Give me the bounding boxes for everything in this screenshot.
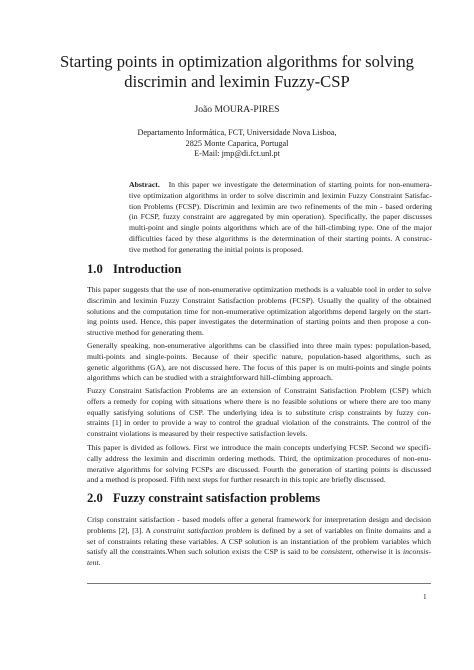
abstract (129, 180, 432, 256)
abstract-line: difficulties faced by these algorithms is the determination of their starting points. A construc- (129, 233, 432, 243)
affiliation-line-2: 2825 Monte Caparica, Portugal (185, 138, 289, 148)
emphasis: tent. (87, 558, 101, 568)
section-heading-introduction (87, 262, 181, 277)
section-number: 2.0 (87, 491, 103, 505)
affiliation-email: E-Mail: jmp@di.fct.unl.pt (194, 149, 280, 159)
paragraph: Generally speaking, non-enumerative algorithms can be classified into three main types: population-based, multi-points and single-points. Because of their specific nature, population-based algorithms, such as genetic algorithms (GA), are not discussed here. The focus of this paper is on multi-points and single points algorithms which can be studied with a straightforward hill-climbing approach. (87, 341, 431, 383)
title-line-1: Starting points in optimization algorithms for solving (60, 52, 414, 71)
title-line-2: discrimin and leximin Fuzzy-CSP (124, 72, 350, 91)
author-affiliation (0, 128, 474, 160)
section-heading-fcsp (87, 491, 320, 506)
abstract-line: tion Problems (FCSP). Discrimin and leximin are two refinements of the min - based ordering (129, 201, 432, 211)
emphasis: constraint satisfaction problem (153, 525, 252, 535)
paragraph: This paper suggests that the use of non-enumerative optimization methods is a valuable tool in order to solve discrimin and leximin Fuzzy Constraint Satisfaction problems (FCSP). Usually the quality of the obtained solutions and the computation time for non-enumerative optimization algorithms depend largely on the start- ing points used. Hence, this paper investigates the determination of starting points and then propose a con- structive method for generating them. (87, 285, 431, 338)
paper-title (60, 52, 414, 92)
emphasis: inconsis- (403, 547, 431, 557)
abstract-line: multi-point and single points algorithms which are of the hill-climbing type. One of the major (129, 223, 432, 233)
abstract-line: tive method for generating the initial points is proposed. (129, 244, 304, 254)
section-number: 1.0 (87, 262, 103, 276)
page-number: 1 (423, 593, 427, 601)
affiliation-line-1: Departamento Informática, FCT, Universidade Nova Lisboa, (137, 128, 337, 137)
footer-rule (87, 583, 431, 584)
paragraph: Crisp constraint satisfaction - based models offer a general framework for interpretation design and decision problems [2], [3]. A constraint satisfaction problem is defined by a set of variables on finite domains and a set of constraints relating these variables. A CSP solution is an instantiation of the problem variables which satisfy all the constraints.When such solution exists the CSP is said to be consistent, otherwise it is inconsis- tent. (87, 515, 431, 568)
abstract-line: tive optimization algorithms in order to solve discrimin and leximin Fuzzy Constraint Satisfac- (129, 190, 432, 200)
section-title: Introduction (113, 262, 182, 276)
abstract-line: Abstract. In this paper we investigate the determination of starting points for non-enumera- (129, 180, 433, 189)
abstract-line: (in FCSP, fuzzy constraint are aggregated by min operation). Specifically, the paper discusses (129, 212, 432, 222)
paragraph: This paper is divided as follows. First we introduce the main concepts underlying FCSP. Second we specifi- cally address the leximin and discrimin ordering methods. Third, the optimization procedures of non-enu- merative algorithms for solving FCSPs are discussed. Fourth the generation of starting points is discussed and a method is proposed. Fifth next steps for further research in this topic are briefly discussed. (87, 443, 431, 485)
section-title: Fuzzy constraint satisfaction problems (113, 491, 321, 505)
emphasis: consistent (320, 547, 352, 557)
author-name: João MOURA-PIRES (194, 104, 280, 115)
paragraph: Fuzzy Constraint Satisfaction Problems are an extension of Constraint Satisfaction Problem (CSP) which offers a remedy for coping with situations where there is no feasible solutions or where there are too many equally satisfying solutions of CSP. The underlying idea is to substitute crisp constraints by fuzzy con- straints [1] in order to provide a way to control the gradual violation of the constraints. The control of the constraint violations is measured by their respective satisfaction levels. (87, 386, 431, 439)
abstract-label: Abstract. (129, 180, 160, 189)
